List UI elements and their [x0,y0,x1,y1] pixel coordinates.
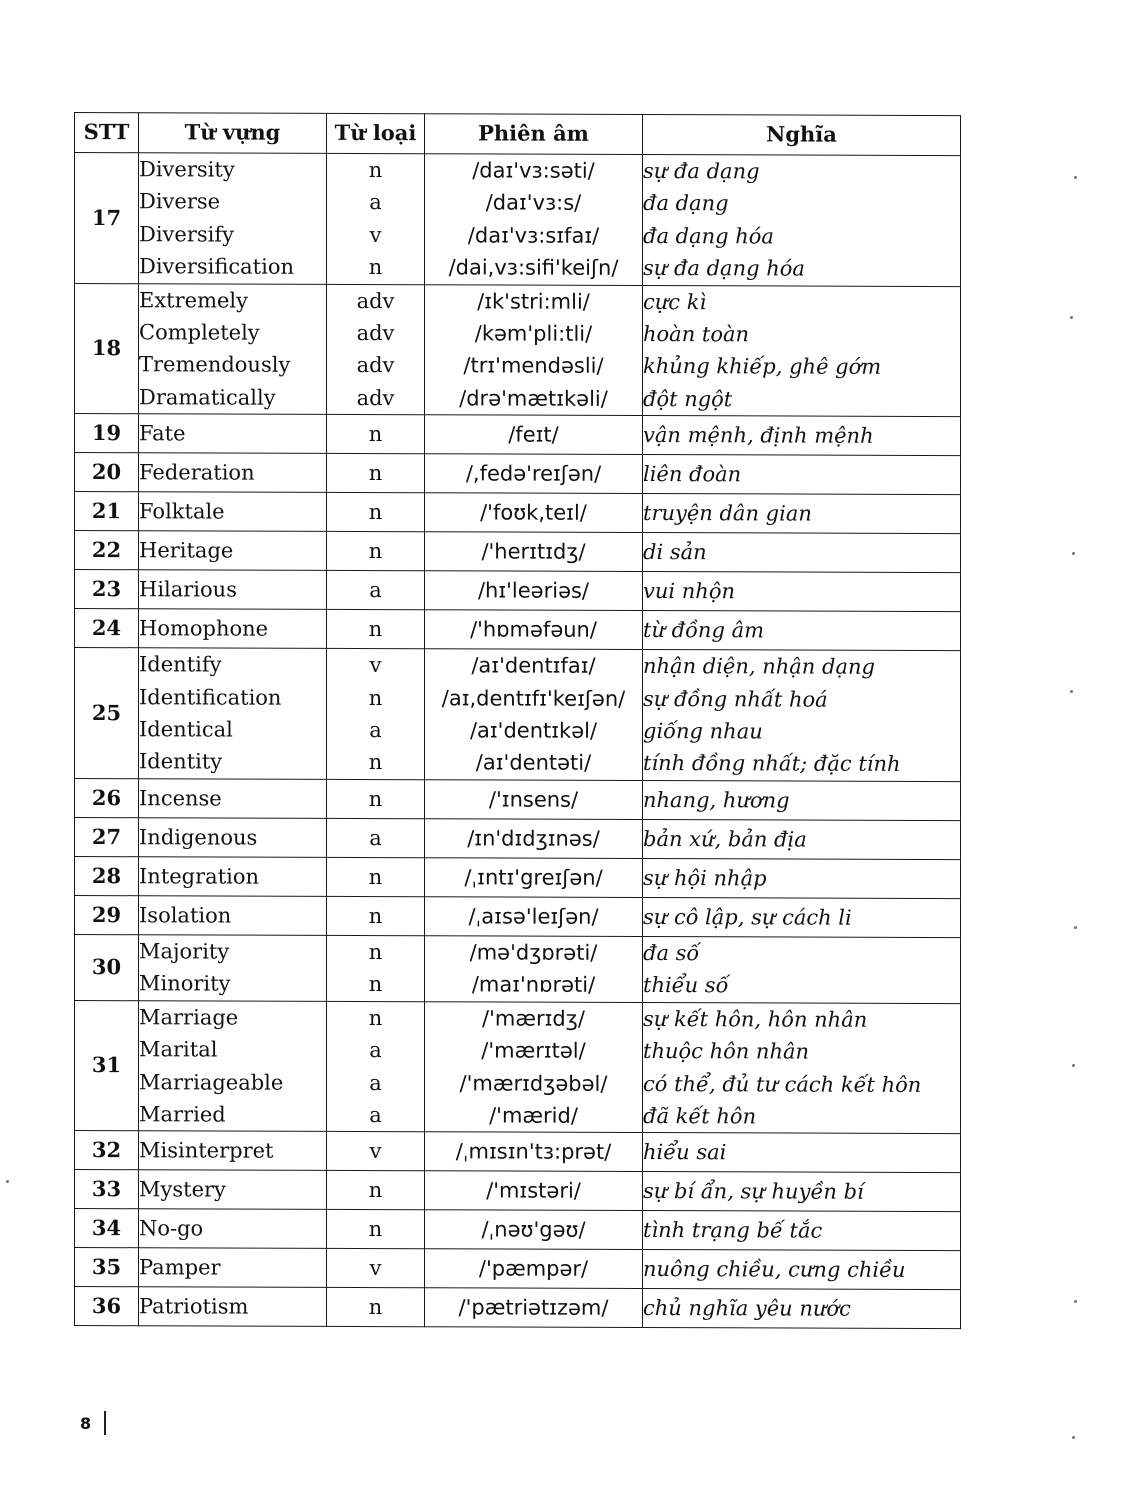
pronunciation: /ɪk'stri:mli/ [477,289,590,314]
pronunciation: /feɪt/ [508,422,559,447]
pronunciation: /,fedə'reɪʃən/ [465,461,602,486]
row-number: 27 [75,817,139,856]
meaning: có thể, đủ tư cách kết hôn [643,1071,922,1097]
vocab-word: Isolation [139,902,232,928]
part-of-speech: n [368,1217,383,1242]
pronunciation: /drə'mætɪkəli/ [459,386,608,411]
table-row [75,153,961,287]
pronunciation-cell [425,284,643,415]
meaning: thuộc hôn nhân [643,1039,810,1064]
part-of-speech: a [369,1038,382,1063]
meaning: thiểu số [643,973,729,998]
pronunciation: /ɪn'dɪdʒɪnəs/ [467,826,600,851]
vocab-word-cell [139,609,327,649]
row-number: 20 [75,453,139,492]
meaning-cell [643,936,961,1003]
scan-speck [1072,552,1075,555]
vocab-word: Minority [139,971,231,996]
vocab-word: Diversity [139,157,235,182]
pronunciation-cell [425,610,643,650]
part-of-speech-cell [327,1132,425,1171]
part-of-speech: n [368,1005,383,1030]
table-row [75,1131,961,1173]
pronunciation: /'mærɪdʒ/ [482,1006,585,1031]
vocab-word-cell [139,1248,327,1288]
part-of-speech-cell [327,1249,425,1288]
part-of-speech: n [368,939,383,964]
pronunciation: /ˌaɪsə'leɪʃən/ [468,904,599,929]
part-of-speech-cell [327,935,425,1001]
vocab-word-cell [139,1287,327,1327]
part-of-speech: adv [356,288,395,313]
vocab-word: Federation [139,460,255,485]
meaning: khủng khiếp, ghê gớm [643,354,882,380]
header-vocabulary: Từ vựng [139,113,327,154]
meaning: truyện dân gian [643,501,812,526]
meaning: liên đoàn [643,462,742,487]
table-row [75,531,961,573]
vocab-word: Hilarious [139,577,237,602]
part-of-speech-cell [327,818,425,857]
scan-speck [1070,690,1073,693]
part-of-speech-cell [327,1171,425,1210]
pronunciation-cell [425,154,643,285]
part-of-speech: n [368,422,383,447]
table-row [75,1248,961,1290]
pronunciation: /maɪ'nɒrəti/ [471,972,596,998]
table-row [75,817,961,859]
meaning: di sản [643,540,707,565]
vocab-word: Fate [139,421,186,446]
table-row [75,1000,961,1134]
vocab-word-cell [139,1131,327,1171]
meaning: hiểu sai [643,1140,727,1165]
part-of-speech-cell [327,610,425,649]
meaning: sự đa dạng [643,158,760,184]
vocab-word-cell [139,283,327,414]
pronunciation: /ˌnəʊ'gəʊ/ [481,1217,586,1242]
vocab-word: Misinterpret [139,1138,274,1163]
vocab-word: Completely [139,320,260,345]
pronunciation-cell [425,571,643,611]
vocab-word-cell [139,1209,327,1249]
part-of-speech-cell [327,415,425,454]
part-of-speech: n [368,500,383,525]
scan-speck [1070,316,1073,319]
pronunciation: /'mærid/ [489,1103,578,1128]
vocab-word: Marriage [139,1004,239,1030]
pronunciation: /'ɪnsens/ [488,787,579,812]
meaning: tình trạng bế tắc [643,1218,823,1243]
pronunciation: /'mærɪdʒəbəl/ [459,1070,608,1096]
meaning-cell [643,1002,961,1134]
table-row [75,453,961,495]
vocab-word-cell [139,414,327,454]
part-of-speech-cell [327,649,425,780]
vocab-word: Diverse [139,189,221,214]
row-number: 22 [75,531,139,570]
meaning: đã kết hôn [643,1103,757,1129]
vocab-word-cell [139,153,327,284]
table-row [75,283,961,417]
table-row [75,778,961,820]
part-of-speech: a [369,718,382,743]
part-of-speech: n [368,750,383,775]
pronunciation: /trɪ'mendəsli/ [463,353,604,379]
table-row [75,648,961,782]
part-of-speech: n [368,972,383,997]
meaning-cell [643,1211,961,1251]
row-number: 21 [75,492,139,531]
pronunciation: /'foʊk,teɪl/ [480,500,587,525]
row-number: 23 [75,570,139,609]
meaning-cell [643,533,961,573]
scan-speck [1074,926,1077,929]
vocab-word: Pamper [139,1255,221,1280]
part-of-speech: v [369,1256,382,1281]
vocab-word: Majority [139,939,230,964]
meaning-cell [643,897,961,937]
pronunciation: /kəm'pli:tli/ [474,321,593,346]
vocab-word: Patriotism [139,1294,249,1319]
meaning-cell [643,819,961,859]
meaning: sự cô lập, sự cách li [643,904,852,930]
vocab-word: Diversification [139,254,294,279]
part-of-speech-cell [327,779,425,818]
vocab-word-cell [139,1000,327,1131]
table-row [75,934,961,1003]
part-of-speech: a [369,825,382,850]
part-of-speech-cell [327,1001,425,1132]
part-of-speech: adv [356,353,395,378]
vocab-word: Tremendously [139,352,291,378]
pronunciation: /daɪ'vɜ:sɪfaɪ/ [467,223,600,248]
row-number: 24 [75,609,139,648]
vocab-word-cell [139,818,327,858]
part-of-speech: v [369,222,382,247]
meaning: từ đồng âm [643,618,765,643]
pronunciation: /'herɪtɪdʒ/ [481,539,586,564]
meaning-cell [643,611,961,651]
meaning: tính đồng nhất; đặc tính [643,751,901,777]
row-number: 35 [75,1248,139,1287]
row-number: 19 [75,414,139,453]
scan-speck [1074,1300,1077,1303]
vocab-word: Identify [139,652,222,677]
meaning: sự kết hôn, hôn nhân [643,1006,868,1032]
pronunciation: /daɪ'vɜ:səti/ [472,158,595,183]
part-of-speech: n [368,864,383,889]
pronunciation-cell [425,415,643,455]
part-of-speech: n [368,158,383,183]
pronunciation: /dai,vɜ:sifi'keiʃn/ [448,255,619,281]
pronunciation: /aɪ'dentəti/ [475,750,592,776]
pronunciation: /ˌmɪsɪn'tɜ:prət/ [455,1139,612,1164]
part-of-speech: a [369,578,382,603]
part-of-speech: n [368,1295,383,1320]
vocab-word: Folktale [139,499,225,524]
row-number: 34 [75,1209,139,1248]
row-number: 30 [75,934,139,1000]
meaning-cell [643,650,961,782]
meaning-cell [643,1250,961,1290]
pronunciation-cell [425,819,643,859]
vocab-word-cell [139,570,327,610]
part-of-speech-cell [327,153,425,284]
meaning-cell [643,494,961,534]
meaning: nhang, hương [643,787,790,813]
table-row [75,414,961,456]
meaning-cell [643,154,961,286]
part-of-speech-cell [327,284,425,415]
pronunciation-cell [425,649,643,780]
part-of-speech: n [368,539,383,564]
vocab-word-cell [139,935,327,1001]
pronunciation-cell [425,897,643,937]
pronunciation: /'mɪstəri/ [486,1178,581,1203]
vocab-word-cell [139,531,327,571]
part-of-speech-cell [327,454,425,493]
meaning: giống nhau [643,719,763,744]
row-number: 32 [75,1131,139,1170]
pronunciation-cell [425,1210,643,1250]
row-number: 17 [75,153,139,284]
part-of-speech: n [368,903,383,928]
vocab-word-cell [139,857,327,897]
header-stt: STT [75,113,139,153]
part-of-speech-cell [327,1210,425,1249]
pronunciation: /'hɒməfəun/ [470,617,597,642]
vocab-word: Identity [139,749,223,774]
pronunciation-cell [425,1249,643,1289]
header-meaning: Nghĩa [643,114,961,155]
pronunciation-cell [425,493,643,533]
part-of-speech: n [368,255,383,280]
pronunciation-cell [425,858,643,898]
vocab-word-cell [139,453,327,493]
table-row [75,492,961,534]
meaning: đột ngột [643,386,733,412]
scan-speck [1072,1064,1075,1067]
part-of-speech-cell [327,493,425,532]
part-of-speech: adv [356,385,395,410]
part-of-speech: n [368,786,383,811]
meaning: sự đa dạng hóa [643,256,805,281]
pronunciation: /hɪ'leəriəs/ [477,578,590,603]
pronunciation-cell [425,532,643,572]
vocab-word: Mystery [139,1177,226,1202]
pronunciation: /'pæmpər/ [478,1256,589,1281]
vocab-word: Identification [139,684,282,710]
pronunciation: /'pætriətɪzəm/ [458,1295,609,1320]
part-of-speech: a [369,190,382,215]
part-of-speech: n [368,461,383,486]
part-of-speech-cell [327,896,425,935]
vocab-word-cell [139,896,327,936]
meaning: đa dạng hóa [643,223,774,249]
vocab-word: Dramatically [139,385,276,410]
vocab-word: Extremely [139,287,248,313]
row-number: 36 [75,1287,139,1326]
meaning-cell [643,780,961,820]
pronunciation-cell [425,780,643,820]
table-row [75,609,961,651]
part-of-speech-cell [327,857,425,896]
meaning: vận mệnh, định mệnh [643,423,874,448]
row-number: 31 [75,1000,139,1131]
table-header-row [75,113,961,156]
vocab-word-cell [139,648,327,779]
pronunciation-cell [425,936,643,1003]
part-of-speech: v [369,1139,382,1164]
table-row [75,895,961,937]
scan-speck [6,1180,9,1183]
part-of-speech: a [369,1070,382,1095]
row-number: 28 [75,856,139,895]
row-number: 29 [75,895,139,934]
meaning-cell [643,1289,961,1329]
vocab-word: Integration [139,863,260,889]
pronunciation-cell [425,1132,643,1172]
vocab-word: Identical [139,717,233,742]
row-number: 26 [75,778,139,817]
part-of-speech-cell [327,1288,425,1327]
vocab-word: Diversify [139,222,235,247]
meaning: chủ nghĩa yêu nước [643,1296,851,1321]
meaning-cell [643,285,961,417]
pronunciation: /'mærɪtəl/ [481,1038,586,1063]
pronunciation: /daɪ'vɜ:s/ [485,190,582,216]
meaning-cell [643,1133,961,1173]
part-of-speech-cell [327,571,425,610]
pronunciation-cell [425,454,643,494]
pronunciation-cell [425,1288,643,1328]
vocab-word-cell [139,1170,327,1210]
vocab-word: Married [139,1102,226,1127]
meaning: vui nhộn [643,579,735,604]
row-number: 25 [75,648,139,779]
table-row [75,856,961,898]
meaning: sự bí ẩn, sự huyền bí [643,1179,864,1204]
meaning-cell [643,572,961,612]
table-row [75,1287,961,1329]
meaning: đa dạng [643,191,729,216]
vocab-word: Heritage [139,538,234,563]
part-of-speech: n [368,685,383,710]
meaning: bản xứ, bản địa [643,826,807,852]
meaning: đa số [643,940,700,966]
meaning: sự đồng nhất hoá [643,686,828,712]
part-of-speech: adv [356,321,395,346]
meaning-cell [643,858,961,898]
row-number: 33 [75,1170,139,1209]
pronunciation: /mə'dʒɒrəti/ [469,940,598,965]
meaning: nhận diện, nhận dạng [643,654,875,680]
table-row [75,570,961,612]
table-row [75,1209,961,1251]
row-number: 18 [75,283,139,414]
vocab-word: Incense [139,785,222,811]
table-body [75,153,961,1329]
part-of-speech-cell [327,532,425,571]
vocab-word: Indigenous [139,824,258,850]
vocab-word-cell [139,492,327,532]
pronunciation-cell [425,1171,643,1211]
vocabulary-table [74,112,961,1329]
table-row [75,1170,961,1212]
part-of-speech: a [369,1102,382,1127]
part-of-speech: n [368,617,383,642]
part-of-speech: v [369,653,382,678]
scan-speck [1072,1436,1075,1439]
meaning-cell [643,416,961,456]
pronunciation: /aɪ'dentɪkəl/ [469,718,598,743]
pronunciation-cell [425,1001,643,1132]
meaning: nuông chiều, cưng chiều [643,1257,906,1283]
vocab-word: No-go [139,1216,204,1241]
meaning-cell [643,455,961,495]
header-pronunciation: Phiên âm [425,114,643,155]
meaning: cực kì [643,289,707,314]
scan-speck [1074,176,1077,179]
vocab-word: Marriageable [139,1069,284,1095]
vocab-word-cell [139,779,327,819]
meaning-cell [643,1172,961,1212]
header-part-of-speech: Từ loại [327,113,425,153]
page-number: 8 [80,1414,92,1433]
pronunciation: /ˌɪntɪ'greɪʃən/ [464,865,603,890]
pronunciation: /aɪ'dentɪfaɪ/ [471,653,596,679]
meaning: hoàn toàn [643,322,750,347]
pronunciation: /aɪ,dentɪfɪ'keɪʃən/ [441,685,626,711]
meaning: sự hội nhập [643,865,767,891]
vocab-word: Marital [139,1037,218,1062]
part-of-speech: n [368,1178,383,1203]
vocab-word: Homophone [139,616,269,641]
footer-divider [104,1411,106,1435]
